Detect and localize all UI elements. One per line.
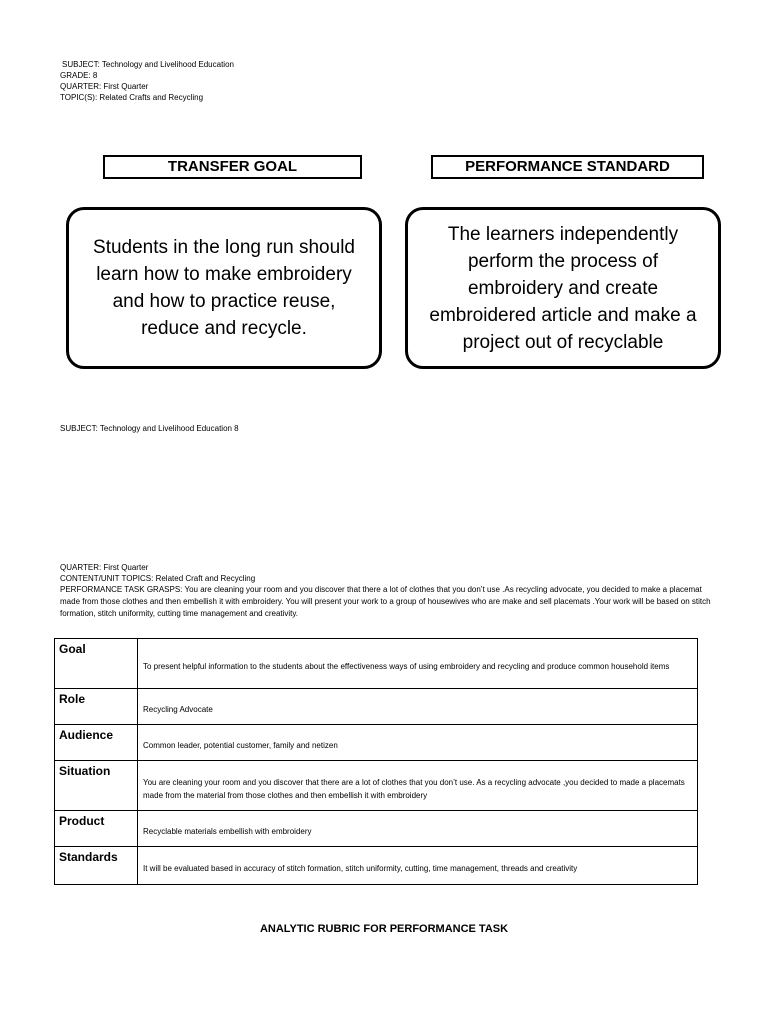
row-value-role: Recycling Advocate <box>138 689 698 725</box>
row-value-standards: It will be evaluated based in accuracy of stitch formation, stitch uniformity, cutting, time management, threads and creativity <box>138 847 698 885</box>
performance-standard-title: PERFORMANCE STANDARD <box>431 155 704 179</box>
section2-content-topics: CONTENT/UNIT TOPICS: Related Craft and Recycling <box>60 574 256 583</box>
row-label-standards: Standards <box>55 847 138 885</box>
section2-quarter: QUARTER: First Quarter <box>60 563 149 572</box>
row-value-product: Recyclable materials embellish with embroidery <box>138 811 698 847</box>
table-row <box>55 725 698 761</box>
transfer-goal-line: learn how to make embroidery <box>96 264 352 285</box>
row-value-goal: To present helpful information to the students about the effectiveness ways of using embroidery and recycling and produce common household items <box>138 639 698 689</box>
header-quarter: QUARTER: First Quarter <box>60 82 149 91</box>
transfer-goal-title: TRANSFER GOAL <box>103 155 362 179</box>
transfer-goal-text <box>93 234 355 342</box>
row-label-situation: Situation <box>55 761 138 811</box>
table-row <box>55 639 698 689</box>
table-row <box>55 847 698 885</box>
table-row <box>55 761 698 811</box>
transfer-goal-line: and how to practice reuse, <box>112 291 336 312</box>
performance-standard-line: The learners independently <box>447 223 679 245</box>
performance-standard-line: project out of recyclable <box>462 331 664 353</box>
transfer-goal-line: Students in the long run should <box>93 237 355 258</box>
row-label-product: Product <box>55 811 138 847</box>
header-topics: TOPIC(S): Related Crafts and Recycling <box>60 93 204 102</box>
row-label-audience: Audience <box>55 725 138 761</box>
row-label-goal: Goal <box>55 639 138 689</box>
rubric-title: ANALYTIC RUBRIC FOR PERFORMANCE TASK <box>259 923 509 935</box>
row-label-role: Role <box>55 689 138 725</box>
performance-standard-line: embroidered article and make a <box>429 304 697 326</box>
performance-task-grasps: PERFORMANCE TASK GRASPS: You are cleaning your room and you discover that there a lot of clothes that you don’t use .As recycling advocate, you decided to make a placemat made from those clothes and then embellish it with embroidery. You will present your work to a group of housewives who are make and sell placemats .Your work will be based on stitch formation, stitch uniformity, cutting time management and creativity. <box>60 585 711 618</box>
header-subject: SUBJECT: Technology and Livelihood Education <box>62 60 234 69</box>
performance-standard-text <box>429 221 696 356</box>
performance-standard-line: perform the process of <box>467 250 659 272</box>
performance-standard-line: embroidery and create <box>467 277 659 299</box>
grasps-table <box>54 638 698 885</box>
row-value-audience: Common leader, potential customer, family and netizen <box>138 725 698 761</box>
row-value-situation: You are cleaning your room and you discover that there are a lot of clothes that you don’t use. As a recycling advocate ,you decided to made a placemats made from the material from those clothes and then embellish it with embroidery <box>138 761 698 811</box>
performance-standard-box <box>405 207 721 369</box>
header-grade: GRADE: 8 <box>60 71 98 80</box>
table-row <box>55 689 698 725</box>
transfer-goal-box <box>66 207 382 369</box>
transfer-goal-line: reduce and recycle. <box>141 318 307 339</box>
table-row <box>55 811 698 847</box>
section2-subject: SUBJECT: Technology and Livelihood Education 8 <box>60 424 239 433</box>
